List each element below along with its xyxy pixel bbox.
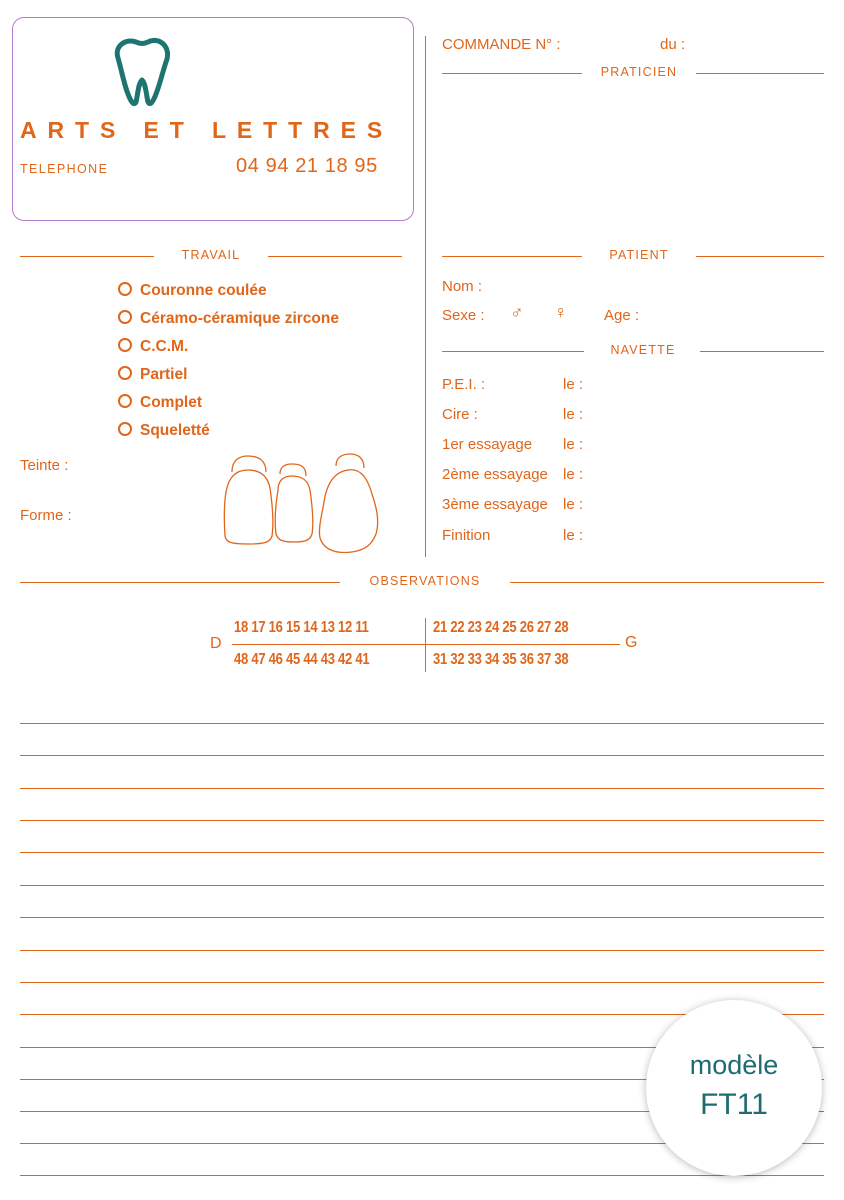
- patient-age-label: Age :: [604, 307, 640, 324]
- navette-item: 1er essayage: [442, 436, 533, 453]
- radio-circle-icon[interactable]: [118, 422, 132, 436]
- option-label: Complet: [140, 394, 202, 411]
- navette-item: 2ème essayage: [442, 466, 548, 483]
- dental-chart-horizontal-divider: [232, 644, 620, 645]
- navette-item: Finition: [442, 527, 491, 544]
- option-label: Couronne coulée: [140, 282, 267, 299]
- observation-line[interactable]: [20, 950, 824, 951]
- option-squelette[interactable]: [118, 422, 210, 440]
- phone-label: TELEPHONE: [20, 162, 109, 176]
- navette-date-label: le :: [563, 527, 584, 544]
- option-ccm[interactable]: [118, 338, 188, 356]
- dental-left-label: G: [625, 634, 638, 651]
- teeth-lower-right[interactable]: 48 47 46 45 44 43 42 41: [234, 651, 370, 668]
- navette-section-title: NAVETTE: [610, 343, 676, 357]
- patient-section-title: PATIENT: [609, 248, 669, 262]
- forme-label: Forme :: [20, 507, 72, 524]
- praticien-rule-left: [442, 73, 582, 74]
- observation-line[interactable]: [20, 755, 824, 756]
- patient-rule-right: [696, 256, 824, 257]
- radio-circle-icon[interactable]: [118, 394, 132, 408]
- observations-section-title: OBSERVATIONS: [369, 574, 481, 588]
- teinte-label: Teinte :: [20, 457, 69, 474]
- model-badge: [646, 1000, 822, 1176]
- observation-line[interactable]: [20, 982, 824, 983]
- option-complet[interactable]: [118, 394, 202, 412]
- navette-date-label: le :: [563, 376, 584, 393]
- patient-rule-left: [442, 256, 582, 257]
- teeth-shapes-icon: [220, 452, 382, 556]
- radio-circle-icon[interactable]: [118, 310, 132, 324]
- column-divider: [425, 36, 426, 557]
- dental-chart-vertical-divider: [425, 618, 426, 672]
- observations-rule-left: [20, 582, 340, 583]
- observations-rule-right: [510, 582, 824, 583]
- praticien-rule-right: [696, 73, 824, 74]
- navette-item: 3ème essayage: [442, 496, 548, 513]
- navette-date-label: le :: [563, 466, 584, 483]
- navette-item: Cire :: [442, 406, 478, 423]
- patient-name-label: Nom :: [442, 278, 483, 295]
- navette-date-label: le :: [563, 406, 584, 423]
- observation-line[interactable]: [20, 1175, 824, 1176]
- observation-line[interactable]: [20, 885, 824, 886]
- female-symbol-icon[interactable]: ♀: [554, 302, 568, 322]
- patient-sex-label: Sexe :: [442, 307, 485, 324]
- radio-circle-icon[interactable]: [118, 366, 132, 380]
- option-label: Céramo-céramique zircone: [140, 310, 339, 327]
- observation-line[interactable]: [20, 852, 824, 853]
- order-number-label: COMMANDE N° :: [442, 36, 561, 53]
- order-date-label: du :: [660, 36, 686, 53]
- option-couronne-coulee[interactable]: [118, 282, 267, 300]
- option-label: Partiel: [140, 366, 188, 383]
- tooth-logo-icon: [110, 36, 174, 110]
- observation-line[interactable]: [20, 917, 824, 918]
- option-label: Squeletté: [140, 422, 210, 439]
- male-symbol-icon[interactable]: ♂: [510, 302, 524, 322]
- teeth-upper-left[interactable]: 21 22 23 24 25 26 27 28: [433, 619, 569, 636]
- observation-line[interactable]: [20, 788, 824, 789]
- teeth-upper-right[interactable]: 18 17 16 15 14 13 12 11: [234, 619, 369, 636]
- travail-rule-left: [20, 256, 154, 257]
- badge-line-2: FT11: [700, 1088, 768, 1121]
- dental-right-label: D: [210, 635, 222, 652]
- option-partiel[interactable]: [118, 366, 187, 384]
- lab-name: ARTS ET LETTRES: [20, 117, 394, 143]
- navette-item: P.E.I. :: [442, 376, 486, 393]
- radio-circle-icon[interactable]: [118, 282, 132, 296]
- option-ceramo-ceramique[interactable]: [118, 310, 339, 328]
- observation-line[interactable]: [20, 820, 824, 821]
- option-label: C.C.M.: [140, 338, 189, 355]
- observation-line[interactable]: [20, 723, 824, 724]
- praticien-section-title: PRATICIEN: [600, 65, 678, 79]
- navette-rule-right: [700, 351, 824, 352]
- navette-date-label: le :: [563, 496, 584, 513]
- travail-section-title: TRAVAIL: [181, 248, 241, 262]
- travail-rule-right: [268, 256, 402, 257]
- phone-number: 04 94 21 18 95: [236, 155, 378, 177]
- navette-rule-left: [442, 351, 584, 352]
- navette-date-label: le :: [563, 436, 584, 453]
- radio-circle-icon[interactable]: [118, 338, 132, 352]
- teeth-lower-left[interactable]: 31 32 33 34 35 36 37 38: [433, 651, 569, 668]
- badge-line-1: modèle: [689, 1050, 779, 1080]
